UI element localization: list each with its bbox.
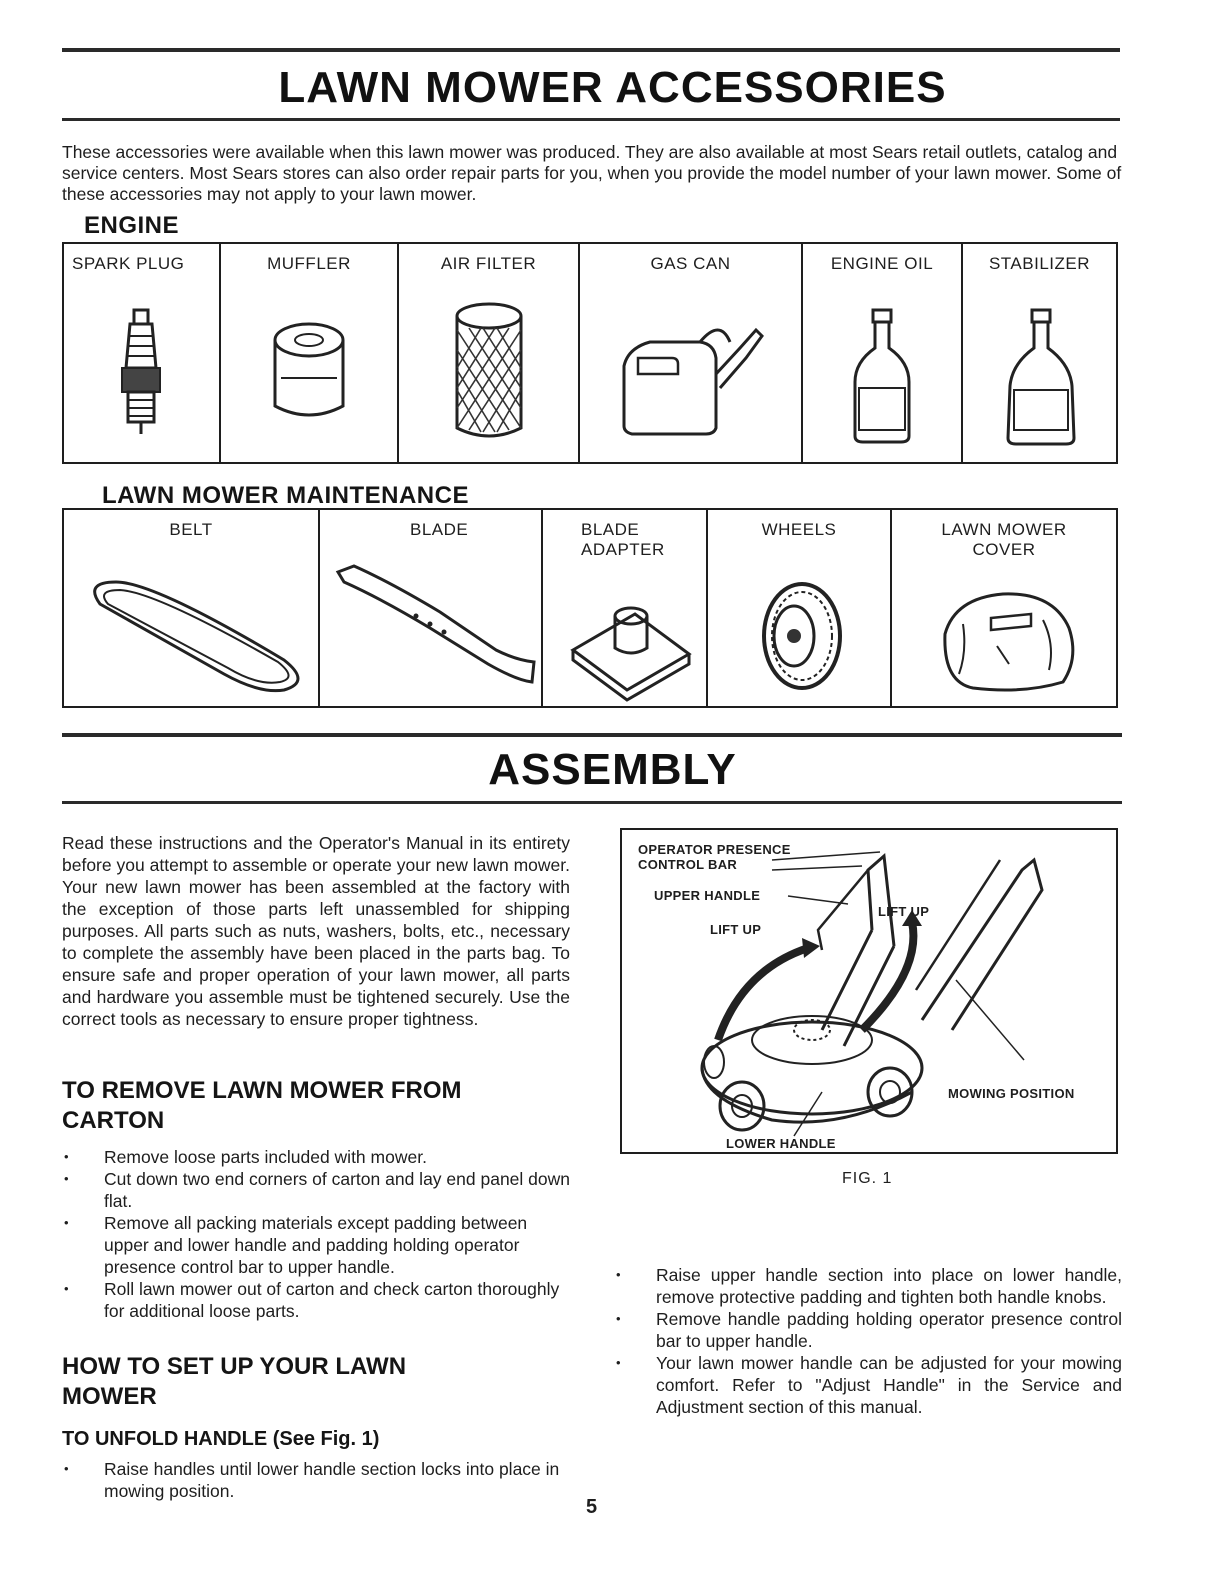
- assembly-underline: [62, 801, 1122, 804]
- list-item: • Raise handles until lower handle section locks into place in mowing position.: [62, 1458, 570, 1502]
- accessories-title: LAWN MOWER ACCESSORIES: [278, 63, 947, 112]
- list-item: • Cut down two end corners of carton and lay end panel down flat.: [62, 1168, 570, 1212]
- figure-1: [620, 828, 1118, 1154]
- maintenance-item-label: BELT: [169, 520, 213, 539]
- page-number: 5: [586, 1496, 598, 1518]
- list-item: • Roll lawn mower out of carton and check carton thoroughly for additional loose parts.: [62, 1278, 570, 1322]
- engine-grid: [62, 242, 1118, 464]
- list-item: • Your lawn mower handle can be adjusted for your mowing comfort. Refer to "Adjust Handle" in the Service and Adjustment section of this manual.: [614, 1352, 1122, 1418]
- remove-heading: TO REMOVE LAWN MOWER FROM CARTON: [62, 1077, 462, 1134]
- setup-bullets: [62, 1458, 570, 1502]
- engine-cell-engine-oil: [803, 244, 963, 462]
- title-underline: [62, 118, 1120, 121]
- engine-item-label: MUFFLER: [267, 254, 351, 273]
- figure-caption: FIG. 1: [842, 1170, 893, 1187]
- gas-can-icon: [580, 278, 801, 458]
- list-item: • Raise upper handle section into place on lower handle, remove protective padding and tighten both handle knobs.: [614, 1264, 1122, 1308]
- lower-handle-label: LOWER HANDLE: [726, 1136, 836, 1151]
- maintenance-cell-blade-adapter: [543, 510, 708, 706]
- assembly-intro: Read these instructions and the Operator's Manual in its entirety before you attempt to assemble or operate your new lawn mower. Your new lawn mower has been assembled at the factory with the exception of those parts left unassembled for shipping purposes. All parts such as nuts, washers, bolts, etc., necessary to complete the assembly have been placed in the parts bag. To ensure safe and proper operation of your lawn mower, all parts and hardware you assemble must be tightened securely. Use the correct tools as necessary to ensure proper tightness.: [62, 833, 570, 1029]
- engine-cell-gas-can: [580, 244, 803, 462]
- remove-bullets: [62, 1146, 570, 1322]
- unfold-subheading: TO UNFOLD HANDLE (See Fig. 1): [62, 1428, 380, 1450]
- maintenance-cell-blade: [320, 510, 543, 706]
- maintenance-cell-belt: [64, 510, 320, 706]
- maintenance-heading: LAWN MOWER MAINTENANCE: [102, 482, 469, 509]
- engine-item-label: GAS CAN: [650, 254, 731, 273]
- list-item: • Remove all packing materials except padding between upper and lower handle and padding holding operator presence control bar to upper handle.: [62, 1212, 570, 1278]
- maintenance-item-label: BLADE ADAPTER: [581, 520, 665, 559]
- wheel-icon: [708, 542, 890, 702]
- maintenance-cell-wheels: [708, 510, 892, 706]
- engine-cell-stabilizer: [963, 244, 1116, 462]
- maintenance-cell-mower-cover: [892, 510, 1116, 706]
- engine-item-label: STABILIZER: [988, 254, 1091, 273]
- spark-plug-icon: [64, 278, 219, 458]
- mowing-position-label: MOWING POSITION: [948, 1086, 1075, 1101]
- engine-heading: ENGINE: [84, 212, 180, 239]
- mower-handle-diagram: [622, 830, 1116, 1152]
- lift-up-left-label: LIFT UP: [710, 922, 762, 937]
- blade-icon: [320, 542, 541, 702]
- mower-cover-icon: [892, 542, 1116, 702]
- muffler-icon: [221, 278, 397, 458]
- stabilizer-bottle-icon: [963, 278, 1116, 458]
- maintenance-item-label: BLADE: [410, 520, 469, 539]
- engine-cell-air-filter: [399, 244, 580, 462]
- belt-icon: [64, 542, 318, 702]
- upper-handle-label: UPPER HANDLE: [654, 888, 761, 903]
- assembly-title: ASSEMBLY: [488, 745, 737, 794]
- accessories-intro: These accessories were available when this lawn mower was produced. They are also available at most Sears retail outlets, catalog and service centers. Most Sears stores can also order repair parts for you, when you provide the model number of your lawn mower. Some of these accessories may not apply to your lawn mower.: [62, 142, 1122, 204]
- right-bullets: [614, 1264, 1122, 1418]
- list-item: • Remove handle padding holding operator presence control bar to upper handle.: [614, 1308, 1122, 1352]
- engine-cell-spark-plug: [64, 244, 221, 462]
- maintenance-grid: [62, 508, 1118, 708]
- maintenance-item-label: LAWN MOWER COVER: [941, 520, 1067, 559]
- engine-cell-muffler: [221, 244, 399, 462]
- list-item: • Remove loose parts included with mower.: [62, 1146, 570, 1168]
- air-filter-icon: [399, 278, 578, 458]
- blade-adapter-icon: [543, 542, 706, 702]
- engine-item-label: ENGINE OIL: [830, 254, 934, 273]
- setup-heading: HOW TO SET UP YOUR LAWN MOWER: [62, 1353, 407, 1410]
- maintenance-item-label: WHEELS: [761, 520, 837, 539]
- assembly-top-rule: [62, 733, 1122, 737]
- lift-up-right-label: LIFT UP: [878, 904, 930, 919]
- engine-item-label: AIR FILTER: [440, 254, 537, 273]
- opc-bar-label: OPERATOR PRESENCE CONTROL BAR: [638, 842, 791, 872]
- top-rule: [62, 48, 1120, 52]
- oil-bottle-icon: [803, 278, 961, 458]
- engine-item-label: SPARK PLUG: [72, 254, 185, 273]
